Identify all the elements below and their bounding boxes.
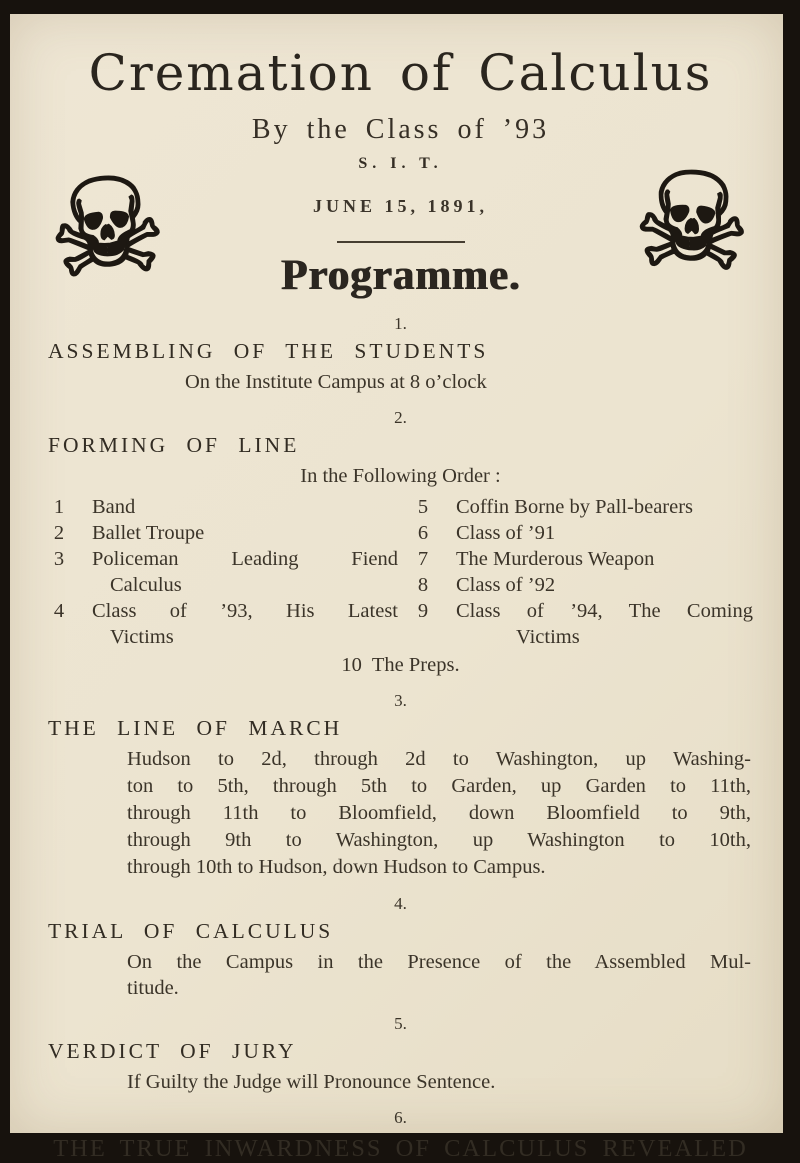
list-item [48, 520, 398, 546]
section-number: 3. [394, 691, 407, 710]
list-item-number: 3 [53, 548, 65, 570]
list-item [48, 494, 398, 520]
section-number: 2. [394, 408, 407, 427]
event-date: JUNE 15, 1891, [312, 196, 488, 216]
list-item-text [92, 598, 398, 650]
subline-text: On the Campus in the Presence of the Assembled Mul- [127, 951, 751, 973]
route-paragraph [127, 746, 751, 881]
section-number: 1. [394, 314, 407, 333]
section-5 [48, 1015, 753, 1095]
section-2 [48, 409, 753, 678]
route-line: Hudson to 2d, through 2d to Washington, up Washing- [127, 748, 751, 770]
list-item [48, 598, 398, 650]
section-number: 4. [394, 894, 407, 913]
institution-label: S. I. T. [358, 155, 443, 172]
section-heading: ASSEMBLING OF THE STUDENTS [48, 339, 489, 363]
list-item [48, 652, 753, 678]
route-line: through 9th to Washington, up Washington to 10th, [127, 829, 751, 851]
list-item-number: 8 [417, 574, 429, 596]
list-item-number: 4 [53, 600, 65, 622]
section-number: 6. [394, 1108, 407, 1127]
list-item-number: 6 [417, 522, 429, 544]
list-item-line: Calculus [110, 574, 182, 596]
list-item-text [92, 546, 398, 598]
section-subline: In the Following Order : [300, 465, 501, 487]
subline-text: titude. [127, 977, 179, 999]
section-3 [48, 692, 753, 881]
list-item [412, 572, 753, 598]
list-item-number: 7 [417, 548, 429, 570]
list-item-number: 2 [53, 522, 65, 544]
order-of-line-list [48, 494, 753, 650]
scanned-page [10, 14, 783, 1162]
order-list-left-column [48, 494, 398, 650]
route-line: through 11th to Bloomfield, down Bloomfield to 9th, [127, 802, 751, 824]
programme-heading: Programme. [280, 252, 521, 299]
divider-rule [337, 241, 465, 243]
section-number: 5. [394, 1014, 407, 1033]
section-heading: THE LINE OF MARCH [48, 716, 343, 740]
route-line: ton to 5th, through 5th to Garden, up Garden to 11th, [127, 775, 751, 797]
list-item-line: Policeman Leading Fiend [92, 548, 398, 570]
list-item-text: Class of ’91 [456, 522, 556, 544]
list-item-text: Class of ’92 [456, 574, 556, 596]
list-item [412, 520, 753, 546]
list-item [48, 546, 398, 598]
section-subline: If Guilty the Judge will Pronounce Sentence. [127, 1071, 496, 1093]
list-item-line: Class of ’94, The Coming [456, 600, 753, 622]
section-1 [48, 315, 753, 395]
list-item [412, 598, 753, 650]
list-item-text: Band [92, 496, 136, 518]
section-subline [127, 949, 751, 1001]
section-heading: FORMING OF LINE [48, 433, 300, 457]
list-item-text: The Preps. [371, 654, 460, 676]
section-subline: On the Institute Campus at 8 o’clock [185, 371, 487, 393]
list-item-text: Ballet Troupe [92, 522, 205, 544]
list-item-text: The Murderous Weapon [456, 548, 655, 570]
section-6 [48, 1109, 753, 1163]
list-item [412, 494, 753, 520]
section-4 [48, 895, 753, 1001]
list-item-number: 9 [417, 600, 429, 622]
list-item-line: Victims [516, 626, 580, 648]
byline: By the Class of ’93 [251, 114, 550, 145]
section-heading: THE TRUE INWARDNESS OF CALCULUS REVEALED [53, 1135, 748, 1162]
list-item [412, 546, 753, 572]
list-item-line: Class of ’93, His Latest [92, 600, 398, 622]
section-heading: TRIAL OF CALCULUS [48, 919, 334, 943]
list-item-number: 1 [53, 496, 65, 518]
list-item-text [456, 598, 753, 650]
skull-crossbones-icon: ☠ [42, 147, 172, 309]
skull-crossbones-icon: ☠ [628, 142, 755, 302]
section-heading: VERDICT OF JURY [48, 1039, 297, 1063]
list-item-text: Coffin Borne by Pall-bearers [456, 496, 694, 518]
page-title: Cremation of Calculus [88, 44, 713, 102]
list-item-number: 5 [417, 496, 429, 518]
list-item-line: Victims [110, 626, 174, 648]
route-line: through 10th to Hudson, down Hudson to Campus. [127, 856, 546, 878]
order-list-right-column [412, 494, 753, 650]
list-item-number: 10 [341, 654, 362, 676]
